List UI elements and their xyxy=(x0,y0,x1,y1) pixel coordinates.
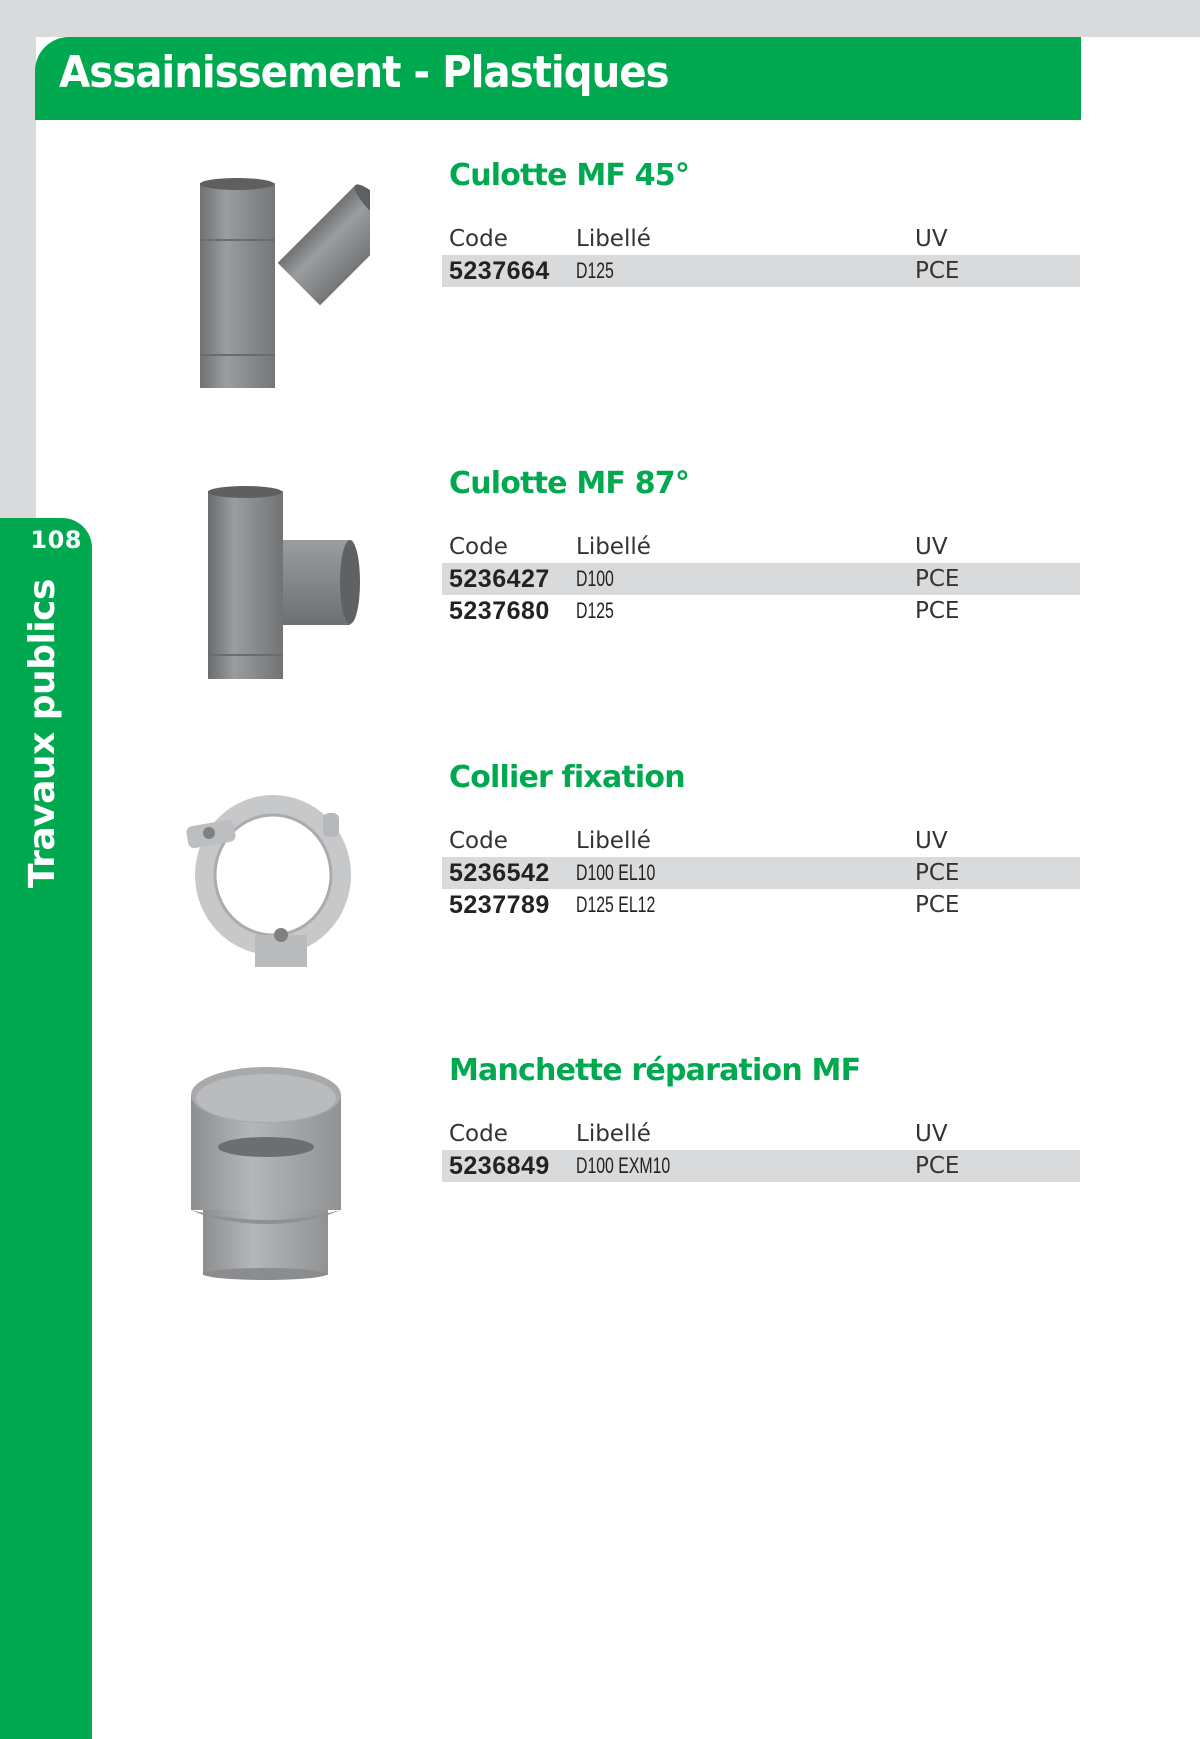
uv-cell: PCE xyxy=(915,258,960,284)
table-row xyxy=(442,255,1080,287)
repair-sleeve-icon xyxy=(188,1065,353,1280)
header-bar xyxy=(35,37,1081,120)
column-header-code: Code xyxy=(449,1121,508,1147)
libelle-cell: D100 EL10 xyxy=(576,860,656,885)
table-row xyxy=(442,595,1080,627)
product-title: Collier fixation xyxy=(449,760,685,795)
column-header-libelle: Libellé xyxy=(576,1121,651,1147)
pipe-clamp-icon xyxy=(185,795,360,975)
column-header-code: Code xyxy=(449,828,508,854)
libelle-cell: D125 EL12 xyxy=(576,892,656,917)
column-header-libelle: Libellé xyxy=(576,534,651,560)
product-section xyxy=(442,760,1080,921)
section-label: Travaux publics xyxy=(22,579,63,888)
product-section xyxy=(442,158,1080,287)
column-header-uv: UV xyxy=(915,534,948,560)
code-cell: 5236427 xyxy=(449,565,550,593)
uv-cell: PCE xyxy=(915,1153,960,1179)
column-header-code: Code xyxy=(449,534,508,560)
left-gray-strip xyxy=(0,0,36,525)
table-header-row xyxy=(442,223,1080,255)
pipe-tee-87-icon xyxy=(200,485,365,685)
column-header-uv: UV xyxy=(915,828,948,854)
sidebar-tab xyxy=(0,518,92,1739)
uv-cell: PCE xyxy=(915,860,960,886)
product-title: Culotte MF 87° xyxy=(449,466,690,501)
table-row xyxy=(442,1150,1080,1182)
column-header-uv: UV xyxy=(915,1121,948,1147)
table-row xyxy=(442,889,1080,921)
product-title: Manchette réparation MF xyxy=(449,1053,861,1088)
table-header-row xyxy=(442,1118,1080,1150)
product-table xyxy=(442,825,1080,921)
uv-cell: PCE xyxy=(915,598,960,624)
libelle-cell: D125 xyxy=(576,598,614,623)
product-table xyxy=(442,1118,1080,1182)
code-cell: 5236849 xyxy=(449,1152,550,1180)
uv-cell: PCE xyxy=(915,892,960,918)
column-header-uv: UV xyxy=(915,226,948,252)
product-title: Culotte MF 45° xyxy=(449,158,690,193)
libelle-cell: D125 xyxy=(576,258,614,283)
table-row xyxy=(442,857,1080,889)
code-cell: 5237680 xyxy=(449,597,550,625)
libelle-cell: D100 EXM10 xyxy=(576,1153,671,1178)
libelle-cell: D100 xyxy=(576,566,614,591)
column-header-libelle: Libellé xyxy=(576,828,651,854)
product-table xyxy=(442,531,1080,627)
top-band xyxy=(0,0,1200,37)
table-row xyxy=(442,563,1080,595)
column-header-code: Code xyxy=(449,226,508,252)
code-cell: 5237664 xyxy=(449,257,550,285)
product-table xyxy=(442,223,1080,287)
pipe-y-45-icon xyxy=(195,175,370,395)
code-cell: 5236542 xyxy=(449,859,550,887)
product-section xyxy=(442,466,1080,627)
product-section xyxy=(442,1053,1080,1182)
uv-cell: PCE xyxy=(915,566,960,592)
page-title: Assainissement - Plastiques xyxy=(59,47,669,98)
column-header-libelle: Libellé xyxy=(576,226,651,252)
page-number: 108 xyxy=(30,526,82,554)
table-header-row xyxy=(442,825,1080,857)
code-cell: 5237789 xyxy=(449,891,550,919)
table-header-row xyxy=(442,531,1080,563)
